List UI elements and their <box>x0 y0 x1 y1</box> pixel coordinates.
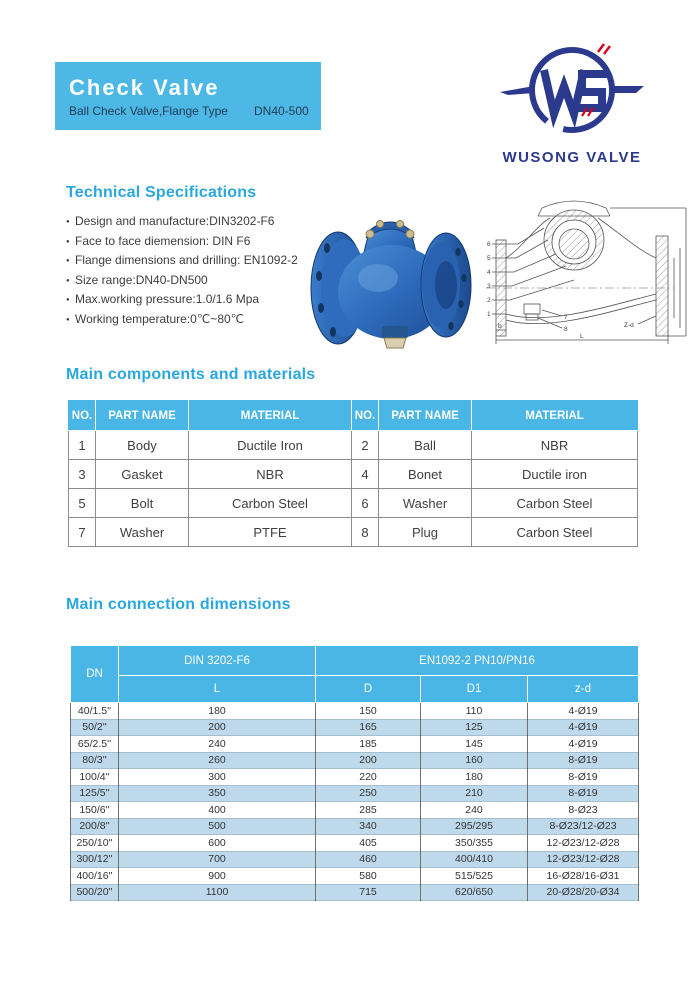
dimensions-heading: Main connection dimensions <box>66 596 291 613</box>
table-cell: 200 <box>316 752 421 769</box>
table-row <box>71 736 639 753</box>
table-cell: 400/410 <box>421 851 528 868</box>
col-header-en: EN1092-2 PN10/PN16 <box>316 646 639 676</box>
table-cell: 285 <box>316 802 421 819</box>
spec-bullet: ● Max.working pressure:1.0/1.6 Mpa <box>66 290 306 310</box>
dimensions-sub-header-row <box>71 676 639 703</box>
table-cell: 600 <box>119 835 316 852</box>
table-cell: Carbon Steel <box>472 489 638 518</box>
table-cell: 460 <box>316 851 421 868</box>
drawing-dim-label: Z-d <box>624 322 634 329</box>
size-range-label: DN40-500 <box>253 103 309 118</box>
table-cell: Gasket <box>96 460 189 489</box>
table-cell: 500/20'' <box>71 884 119 901</box>
page-title: Check Valve <box>69 74 220 100</box>
col-header: PART NAME <box>379 401 472 431</box>
components-header-row <box>69 401 638 431</box>
table-cell: 580 <box>316 868 421 885</box>
dimensions-group-header-row <box>71 646 639 676</box>
tech-specs-list <box>66 212 306 329</box>
col-header: NO. <box>352 401 379 431</box>
table-cell: 900 <box>119 868 316 885</box>
table-cell: 4-Ø19 <box>528 719 639 736</box>
table-cell: 16-Ø28/16-Ø31 <box>528 868 639 885</box>
table-cell: 4-Ø19 <box>528 703 639 720</box>
drawing-callout: 5 <box>487 255 491 262</box>
col-header-l: L <box>119 676 316 703</box>
spec-bullet: ● Working temperature:0℃~80℃ <box>66 310 306 330</box>
table-cell: 1100 <box>119 884 316 901</box>
table-row <box>71 752 639 769</box>
table-cell: 715 <box>316 884 421 901</box>
wusong-logo-icon <box>482 40 662 142</box>
table-cell: 5 <box>69 489 96 518</box>
table-row <box>69 460 638 489</box>
col-header: PART NAME <box>96 401 189 431</box>
table-cell: Bolt <box>96 489 189 518</box>
table-row <box>71 802 639 819</box>
drawing-callout: 7 <box>564 314 568 321</box>
col-header: MATERIAL <box>472 401 638 431</box>
table-cell: 8-Ø23/12-Ø23 <box>528 818 639 835</box>
table-cell: Washer <box>379 489 472 518</box>
product-subtitle: Ball Check Valve,Flange Type <box>69 103 228 118</box>
table-row <box>71 835 639 852</box>
table-row <box>71 785 639 802</box>
table-cell: 620/650 <box>421 884 528 901</box>
table-cell: 8-Ø23 <box>528 802 639 819</box>
table-row <box>71 703 639 720</box>
table-cell: 125 <box>421 719 528 736</box>
table-cell: 160 <box>421 752 528 769</box>
spec-bullet: ● Flange dimensions and drilling: EN1092-2 <box>66 251 306 271</box>
table-cell: Carbon Steel <box>189 489 352 518</box>
table-cell: 7 <box>69 518 96 547</box>
table-cell: 80/3'' <box>71 752 119 769</box>
col-header-dn: DN <box>71 646 119 703</box>
components-heading: Main components and materials <box>66 366 316 383</box>
table-cell: 4-Ø19 <box>528 736 639 753</box>
drawing-dim-label: b <box>498 323 502 330</box>
col-header-d: D <box>316 676 421 703</box>
table-cell: PTFE <box>189 518 352 547</box>
table-cell: 50/2'' <box>71 719 119 736</box>
table-cell: 4 <box>352 460 379 489</box>
table-cell: 220 <box>316 769 421 786</box>
valve-photo <box>300 190 480 355</box>
table-cell: 6 <box>352 489 379 518</box>
drawing-callout: 2 <box>487 297 491 304</box>
spec-bullet: ● Design and manufacture:DIN3202-F6 <box>66 212 306 232</box>
col-header: MATERIAL <box>189 401 352 431</box>
table-cell: 150 <box>316 703 421 720</box>
table-cell: 180 <box>421 769 528 786</box>
table-cell: 165 <box>316 719 421 736</box>
drawing-callout: 1 <box>487 311 491 318</box>
col-header-d1: D1 <box>421 676 528 703</box>
spec-bullet: ● Face to face diemension: DIN F6 <box>66 232 306 252</box>
table-cell: 250 <box>316 785 421 802</box>
col-header-zd: z-d <box>528 676 639 703</box>
col-header-din: DIN 3202-F6 <box>119 646 316 676</box>
table-cell: 700 <box>119 851 316 868</box>
table-cell: 8-Ø19 <box>528 785 639 802</box>
table-cell: 8 <box>352 518 379 547</box>
table-cell: 40/1.5'' <box>71 703 119 720</box>
table-cell: 12-Ø23/12-Ø28 <box>528 835 639 852</box>
table-cell: 350 <box>119 785 316 802</box>
table-row <box>71 769 639 786</box>
table-row <box>69 489 638 518</box>
table-row <box>69 518 638 547</box>
table-cell: 8-Ø19 <box>528 752 639 769</box>
table-cell: 100/4'' <box>71 769 119 786</box>
ball-check-valve-image <box>300 190 480 350</box>
table-cell: 500 <box>119 818 316 835</box>
company-logo <box>482 40 662 165</box>
table-cell: 12-Ø23/12-Ø28 <box>528 851 639 868</box>
table-row <box>71 851 639 868</box>
table-cell: 405 <box>316 835 421 852</box>
table-cell: 185 <box>316 736 421 753</box>
table-cell: Ductile Iron <box>189 431 352 460</box>
table-cell: 1 <box>69 431 96 460</box>
valve-drawing <box>478 188 690 353</box>
drawing-callout: 6 <box>487 241 491 248</box>
table-cell: 8-Ø19 <box>528 769 639 786</box>
table-row <box>71 884 639 901</box>
table-cell: 210 <box>421 785 528 802</box>
drawing-callout: 3 <box>487 283 491 290</box>
table-cell: 180 <box>119 703 316 720</box>
table-cell: 300 <box>119 769 316 786</box>
product-title-box <box>55 62 321 130</box>
table-cell: 150/6'' <box>71 802 119 819</box>
table-cell: 400 <box>119 802 316 819</box>
table-row <box>71 868 639 885</box>
table-cell: 295/295 <box>421 818 528 835</box>
table-cell: 2 <box>352 431 379 460</box>
brand-name: WUSONG VALVE <box>502 149 642 166</box>
dimensions-table <box>70 645 639 901</box>
table-cell: Washer <box>96 518 189 547</box>
table-cell: 65/2.5'' <box>71 736 119 753</box>
table-row <box>71 719 639 736</box>
table-cell: NBR <box>472 431 638 460</box>
valve-section-drawing <box>478 188 690 348</box>
table-cell: 110 <box>421 703 528 720</box>
table-cell: 125/5'' <box>71 785 119 802</box>
table-cell: Plug <box>379 518 472 547</box>
table-cell: 350/355 <box>421 835 528 852</box>
table-cell: Bonet <box>379 460 472 489</box>
col-header: NO. <box>69 401 96 431</box>
table-cell: NBR <box>189 460 352 489</box>
table-cell: 515/525 <box>421 868 528 885</box>
table-cell: 340 <box>316 818 421 835</box>
table-cell: 145 <box>421 736 528 753</box>
drawing-callout: 8 <box>564 326 568 333</box>
table-cell: 200 <box>119 719 316 736</box>
drawing-dim-label: L <box>580 333 584 340</box>
table-row <box>69 431 638 460</box>
table-cell: Ball <box>379 431 472 460</box>
table-cell: Body <box>96 431 189 460</box>
table-cell: 250/10'' <box>71 835 119 852</box>
table-cell: 240 <box>119 736 316 753</box>
table-cell: 20-Ø28/20-Ø34 <box>528 884 639 901</box>
table-cell: 3 <box>69 460 96 489</box>
table-cell: 260 <box>119 752 316 769</box>
table-row <box>71 818 639 835</box>
table-cell: 300/12'' <box>71 851 119 868</box>
table-cell: 240 <box>421 802 528 819</box>
table-cell: Carbon Steel <box>472 518 638 547</box>
components-table <box>68 400 638 547</box>
table-cell: Ductile iron <box>472 460 638 489</box>
tech-specs-heading: Technical Specifications <box>66 184 257 201</box>
drawing-callout: 4 <box>487 269 491 276</box>
spec-bullet: ● Size range:DN40-DN500 <box>66 271 306 291</box>
table-cell: 400/16'' <box>71 868 119 885</box>
table-cell: 200/8'' <box>71 818 119 835</box>
